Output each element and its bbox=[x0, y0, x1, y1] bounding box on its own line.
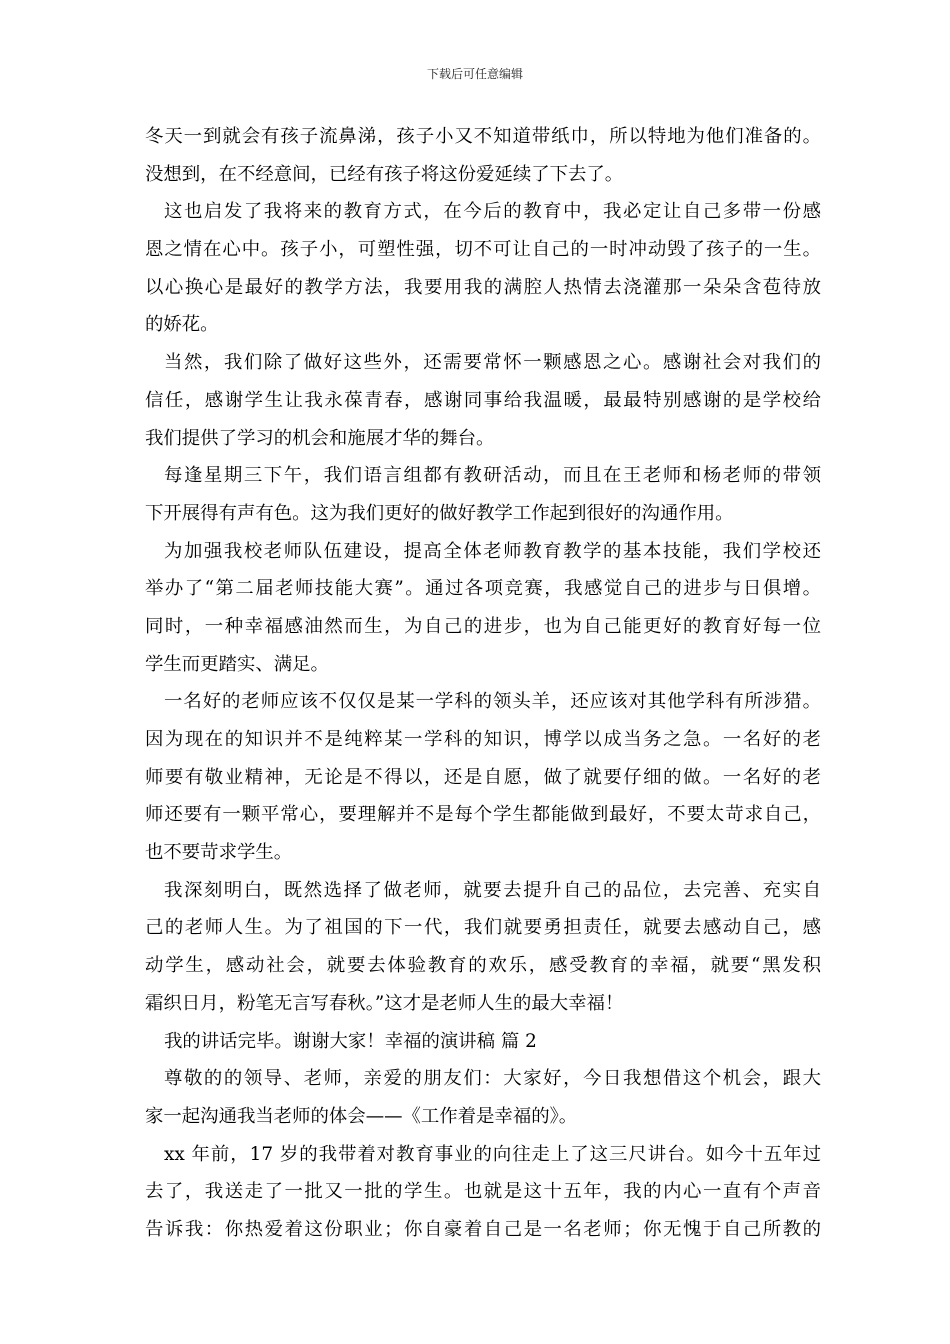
text-line: 也不要苛求学生。 bbox=[145, 842, 293, 864]
paragraph-start-line: 当然，我们除了做好这些外，还需要常怀一颗感恩之心。感谢社会对我们的 bbox=[164, 352, 821, 374]
text-line: 学生而更踏实、满足。 bbox=[145, 653, 329, 675]
text-line: 恩之情在心中。孩子小，可塑性强，切不可让自己的一时冲动毁了孩子的一生。 bbox=[145, 239, 821, 261]
text-line: 告诉我：你热爱着这份职业；你自豪着自己是一名老师；你无愧于自己所教的 bbox=[145, 1218, 821, 1240]
paragraph-start-line: xx 年前，17 岁的我带着对教育事业的向往走上了这三尺讲台。如今十五年过 bbox=[164, 1143, 821, 1165]
paragraph-start-line: 这也启发了我将来的教育方式，在今后的教育中，我必定让自己多带一份感 bbox=[164, 201, 821, 223]
text-line: 去了，我送走了一批又一批的学生。也就是这十五年，我的内心一直有个声音 bbox=[145, 1181, 821, 1203]
text-line: 动学生，感动社会，就要去体验教育的欢乐，感受教育的幸福，就要“黑发积 bbox=[145, 955, 821, 977]
paragraph-start-line: 尊敬的的领导、老师，亲爱的朋友们：大家好，今日我想借这个机会，跟大 bbox=[164, 1068, 821, 1090]
text-line: 同时，一种幸福感油然而生，为自己的进步，也为自己能更好的教育好每一位 bbox=[145, 615, 821, 637]
paragraph-start-line: 我深刻明白，既然选择了做老师，就要去提升自己的品位，去完善、充实自 bbox=[164, 879, 821, 901]
text-line: 己的老师人生。为了祖国的下一代，我们就要勇担责任，就要去感动自己，感 bbox=[145, 917, 821, 939]
text-line: 师要有敬业精神，无论是不得以，还是自愿，做了就要仔细的做。一名好的老 bbox=[145, 766, 821, 788]
text-line: 以心换心是最好的教学方法，我要用我的满腔人热情去浇灌那一朵朵含苞待放 bbox=[145, 276, 821, 298]
page-header: 下载后可任意编辑 bbox=[426, 67, 523, 81]
text-line: 因为现在的知识并不是纯粹某一学科的知识，博学以成当务之急。一名好的老 bbox=[145, 729, 821, 750]
document-body bbox=[145, 118, 821, 1249]
text-line: 举办了“第二届老师技能大赛”。通过各项竞赛，我感觉自己的进步与日俱增。 bbox=[145, 578, 821, 600]
text-line: 没想到，在不经意间，已经有孩子将这份爱延续了下去了。 bbox=[145, 163, 624, 185]
paragraph-start-line: 一名好的老师应该不仅仅是某一学科的领头羊，还应该对其他学科有所涉猎。 bbox=[164, 691, 821, 713]
text-line: 家一起沟通我当老师的体会——《工作着是幸福的》。 bbox=[145, 1105, 578, 1127]
text-line: 下开展得有声有色。这为我们更好的做好教学工作起到很好的沟通作用。 bbox=[145, 502, 734, 524]
text-line: 我们提供了学习的机会和施展才华的舞台。 bbox=[145, 427, 495, 449]
text-line: 师还要有一颗平常心，要理解并不是每个学生都能做到最好，不要太苛求自己， bbox=[145, 804, 821, 826]
paragraph-start-line: 为加强我校老师队伍建设，提高全体老师教育教学的基本技能，我们学校还 bbox=[164, 540, 821, 562]
section-title-line: 我的讲话完毕。谢谢大家！幸福的演讲稿 篇 2 bbox=[164, 1030, 537, 1052]
text-line: 的娇花。 bbox=[145, 314, 219, 336]
text-line: 信任，感谢学生让我永葆青春，感谢同事给我温暖，最最特别感谢的是学校给 bbox=[145, 389, 821, 411]
paragraph-start-line: 每逢星期三下午，我们语言组都有教研活动，而且在王老师和杨老师的带领 bbox=[164, 465, 821, 487]
text-line: 霜织日月，粉笔无言写春秋。”这才是老师人生的最大幸福！ bbox=[145, 992, 624, 1014]
text-line: 冬天一到就会有孩子流鼻涕，孩子小又不知道带纸巾，所以特地为他们准备的。 bbox=[145, 126, 821, 147]
